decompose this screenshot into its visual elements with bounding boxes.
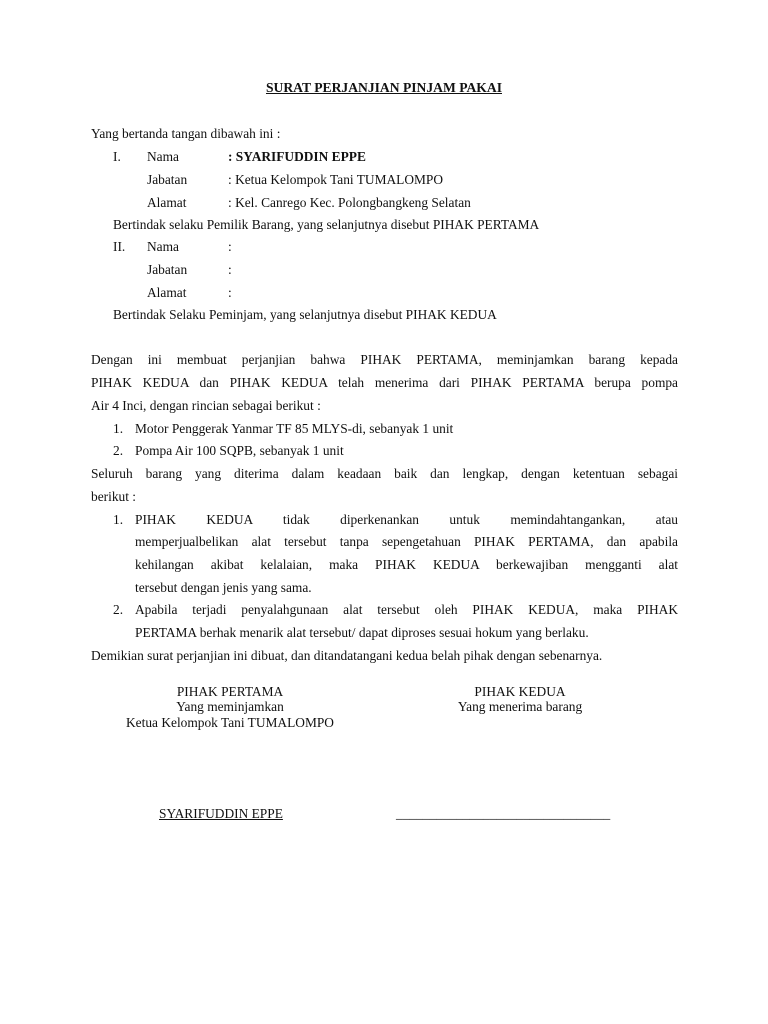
party2-alamat-label: Alamat	[147, 285, 187, 300]
party2-jabatan-label: Jabatan	[147, 262, 188, 277]
term-2-line-2: PERTAMA berhak menarik alat tersebut/ dapat diproses sesuai hokum yang berlaku.	[135, 625, 589, 640]
item-1-text: Motor Penggerak Yanmar TF 85 MLYS-di, sebanyak 1 unit	[135, 421, 454, 436]
term-1-number: 1.	[113, 512, 124, 527]
body-line-2: PIHAK KEDUA dan PIHAK KEDUA telah menerima dari PIHAK PERTAMA berupa pompa	[91, 375, 678, 390]
item-2-number: 2.	[113, 443, 124, 458]
party2-role: Bertindak Selaku Peminjam, yang selanjutnya disebut PIHAK KEDUA	[113, 307, 497, 322]
party1-number: I.	[113, 149, 121, 164]
body-line-1: Dengan ini membuat perjanjian bahwa PIHAK PERTAMA, meminjamkan barang kepada	[91, 352, 678, 367]
condition-line-1: Seluruh barang yang diterima dalam keadaan baik dan lengkap, dengan ketentuan sebagai	[91, 466, 678, 481]
term-1-line-4: tersebut dengan jenis yang sama.	[135, 580, 312, 595]
signature-left-title: PIHAK PERTAMA	[176, 684, 284, 699]
term-1-line-3: kehilangan akibat kelalaian, maka PIHAK KEDUA berkewajiban mengganti alat	[135, 557, 678, 572]
party1-alamat-label: Alamat	[147, 195, 187, 210]
party1-jabatan-value: : Ketua Kelompok Tani TUMALOMPO	[228, 172, 444, 187]
party2-alamat-value: :	[228, 285, 232, 300]
signature-left-organization: Ketua Kelompok Tani TUMALOMPO	[126, 715, 334, 730]
term-1-line-2: memperjualbelikan alat tersebut tanpa sepengetahuan PIHAK PERTAMA, dan apabila	[135, 534, 678, 549]
body-line-3: Air 4 Inci, dengan rincian sebagai berikut :	[91, 398, 321, 413]
party1-role: Bertindak selaku Pemilik Barang, yang selanjutnya disebut PIHAK PERTAMA	[113, 217, 540, 232]
document-title: SURAT PERJANJIAN PINJAM PAKAI	[265, 80, 502, 95]
intro-text: Yang bertanda tangan dibawah ini :	[91, 126, 281, 141]
party1-alamat-value: : Kel. Canrego Kec. Polongbangkeng Selatan	[228, 195, 471, 210]
signature-right-line: ________________________________	[396, 806, 611, 821]
party2-nama-label: Nama	[147, 239, 179, 254]
signature-left-name: SYARIFUDDIN EPPE	[159, 806, 283, 821]
term-2-line-1: Apabila terjadi penyalahgunaan alat tersebut oleh PIHAK KEDUA, maka PIHAK	[135, 602, 678, 617]
signature-left-subtitle: Yang meminjamkan	[176, 699, 284, 714]
term-2-number: 2.	[113, 602, 124, 617]
party1-nama-label: Nama	[147, 149, 179, 164]
party2-number: II.	[113, 239, 126, 254]
condition-line-2: berikut :	[91, 489, 136, 504]
signature-right-subtitle: Yang menerima barang	[457, 699, 583, 714]
term-1-line-1: PIHAK KEDUA tidak diperkenankan untuk memindahtangankan, atau	[135, 512, 678, 527]
party2-jabatan-value: :	[228, 262, 232, 277]
item-1-number: 1.	[113, 421, 124, 436]
party1-jabatan-label: Jabatan	[147, 172, 188, 187]
closing-text: Demikian surat perjanjian ini dibuat, dan ditandatangani kedua belah pihak dengan sebenarnya.	[91, 648, 603, 663]
party2-nama-value: :	[228, 239, 232, 254]
signature-right-title: PIHAK KEDUA	[474, 684, 566, 699]
party1-nama-value: : SYARIFUDDIN EPPE	[228, 149, 366, 164]
item-2-text: Pompa Air 100 SQPB, sebanyak 1 unit	[135, 443, 344, 458]
